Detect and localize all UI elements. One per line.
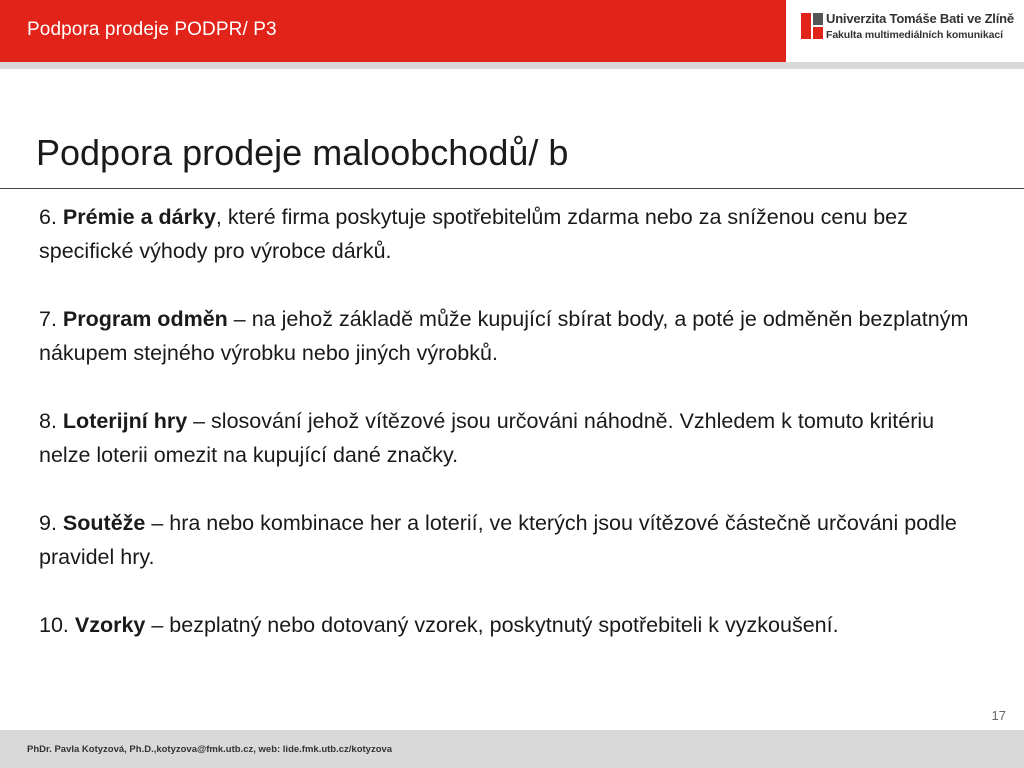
item-term: Program odměn xyxy=(62,307,228,331)
utb-logo-icon xyxy=(801,13,823,39)
slide-content xyxy=(39,200,989,676)
item-term: Prémie a dárky xyxy=(62,205,216,229)
item-term: Soutěže xyxy=(62,511,146,535)
item-text: – slosování jehož vítězové jsou určováni náhodně. Vzhledem k tomuto kritériu nelze loterii omezit na kupující dané značky. xyxy=(39,409,935,467)
item-number: 10. xyxy=(39,613,69,637)
item-term: Vzorky xyxy=(74,613,146,637)
footer-author-info: PhDr. Pavla Kotyzová, Ph.D.,kotyzova@fmk.utb.cz, web: lide.fmk.utb.cz/kotyzova xyxy=(27,744,393,755)
header-divider-strip xyxy=(0,62,1024,69)
item-term: Loterijní hry xyxy=(62,409,188,433)
list-item xyxy=(39,506,989,574)
header-title: Podpora prodeje PODPR/ P3 xyxy=(27,19,277,40)
title-divider xyxy=(0,188,1024,189)
item-number: 8. xyxy=(39,409,57,433)
list-item xyxy=(39,608,989,642)
item-number: 9. xyxy=(39,511,57,535)
item-text: – hra nebo kombinace her a loterií, ve kterých jsou vítězové částečně určováni podle pravidel hry. xyxy=(39,511,957,569)
list-item xyxy=(39,404,989,472)
item-number: 7. xyxy=(39,307,57,331)
item-number: 6. xyxy=(39,205,57,229)
footer-bar xyxy=(0,730,1024,768)
page-number: 17 xyxy=(991,708,1006,723)
university-name: Univerzita Tomáše Bati ve Zlíně xyxy=(826,11,1014,26)
list-item xyxy=(39,200,989,268)
slide-title: Podpora prodeje maloobchodů/ b xyxy=(36,132,569,174)
item-text: , které firma poskytuje spotřebitelům zdarma nebo za sníženou cenu bez specifické výhody pro výrobce dárků. xyxy=(39,205,908,263)
university-logo xyxy=(786,0,1024,62)
item-text: – na jehož základě může kupující sbírat body, a poté je odměněn bezplatným nákupem stejného výrobku nebo jiných výrobků. xyxy=(39,307,969,365)
list-item xyxy=(39,302,989,370)
header-bar xyxy=(0,0,786,62)
item-text: – bezplatný nebo dotovaný vzorek, poskytnutý spotřebiteli k vyzkoušení. xyxy=(145,613,839,637)
faculty-name: Fakulta multimediálních komunikací xyxy=(826,29,1003,41)
